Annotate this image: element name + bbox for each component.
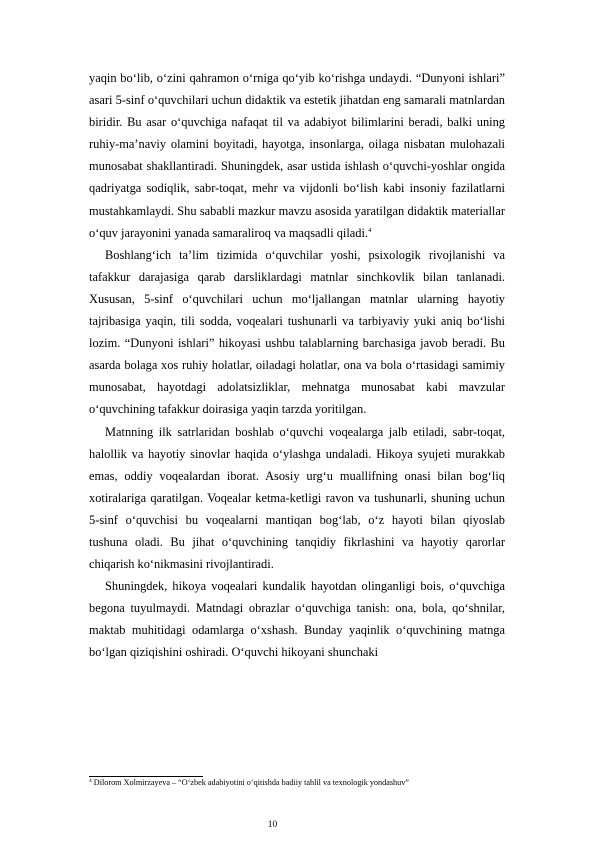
footnote-mark: 4	[89, 778, 92, 784]
paragraph-1	[89, 67, 505, 244]
paragraph-2: Boshlang‘ich ta’lim tizimida o‘quvchilar yoshi, psixologik rivojlanishi va tafakkur darajasiga qarab darsliklardagi matnlar sinchkovlik bilan tanlanadi. Xususan, 5-sinf o‘quvchilari uchun mo‘ljallangan matnlar ularning hayotiy tajribasiga yaqin, tili sodda, voqealari tushunarli va tarbiyaviy yuki aniq bo‘lishi lozim. “Dunyoni ishlari” hikoyasi ushbu talablarning barchasiga javob beradi. Bu asarda bolaga xos ruhiy holatlar, oiladagi holatlar, ona va bola o‘rtasidagi samimiy munosabat, hayotdagi adolatsizliklar, mehnatga munosabat kabi mavzular o‘quvchining tafakkur doirasiga yaqin tarzda yoritilgan.	[89, 247, 505, 417]
footnote	[89, 778, 539, 788]
paragraph-3: Matnning ilk satrlaridan boshlab o‘quvchi voqealarga jalb etiladi, sabr-toqat, halollik va hayotiy sinovlar haqida o‘ylashga undaladi. Hikoya syujeti murakkab emas, oddiy voqealardan iborat. Asosiy urg‘u muallifning onasi bilan bog‘liq xotiralariga qaratilgan. Voqealar ketma-ketligi ravon va tushunarli, shuning uchun 5-sinf o‘quvchisi bu voqealarni mantiqan bog‘lab, o‘z hayoti bilan qiyoslab tushuna oladi. Bu jihat o‘quvchining tanqidiy fikrlashini va hayotiy qarorlar chiqarish ko‘nikmasini rivojlantiradi.	[89, 424, 505, 572]
page-number: 10	[267, 820, 278, 830]
footnote-separator	[89, 776, 203, 777]
paragraph-4: Shuningdek, hikoya voqealari kundalik hayotdan olinganligi bois, o‘quvchiga begona tuyulmaydi. Matndagi obrazlar o‘quvchiga tanish: ona, bola, qo‘shnilar, maktab muhitidagi odamlarga o‘xshash. Bunday yaqinlik o‘quvchining matnga bo‘lgan qiziqishini oshiradi. O‘quvchi hikoyani shunchaki	[89, 579, 505, 660]
paragraph-1-text: yaqin bo‘lib, o‘zini qahramon o‘rniga qo‘yib ko‘rishga undaydi. “Dunyoni ishlari” asari 5-sinf o‘quvchilari uchun didaktik va estetik jihatdan eng samarali matnlardan biridir. Bu asar o‘quvchiga nafaqat til va adabiyot bilimlarini beradi, balki uning ruhiy-ma’naviy olamini boyitadi, hayotga, insonlarga, oilaga nisbatan mulohazali munosabat shakllantiradi. Shuningdek, asar ustida ishlash o‘quvchi-yoshlar ongida qadriyatga sodiqlik, sabr-toqat, mehr va vijdonli bo‘lish kabi insoniy fazilatlarni mustahkamlaydi. Shu sababli mazkur mavzu asosida yaratilgan didaktik materiallar o‘quv jarayonini yanada samaraliroq va maqsadli qiladi.	[89, 71, 505, 240]
main-text	[89, 67, 505, 664]
page-number-container	[0, 820, 595, 831]
footnote-text: Dilorom Xolmirzayeva – “O‘zbek adabiyotini o‘qitishda badiiy tahlil va texnologik yondashuv”	[93, 778, 409, 787]
footnote-reference[interactable]: 4	[368, 226, 372, 234]
